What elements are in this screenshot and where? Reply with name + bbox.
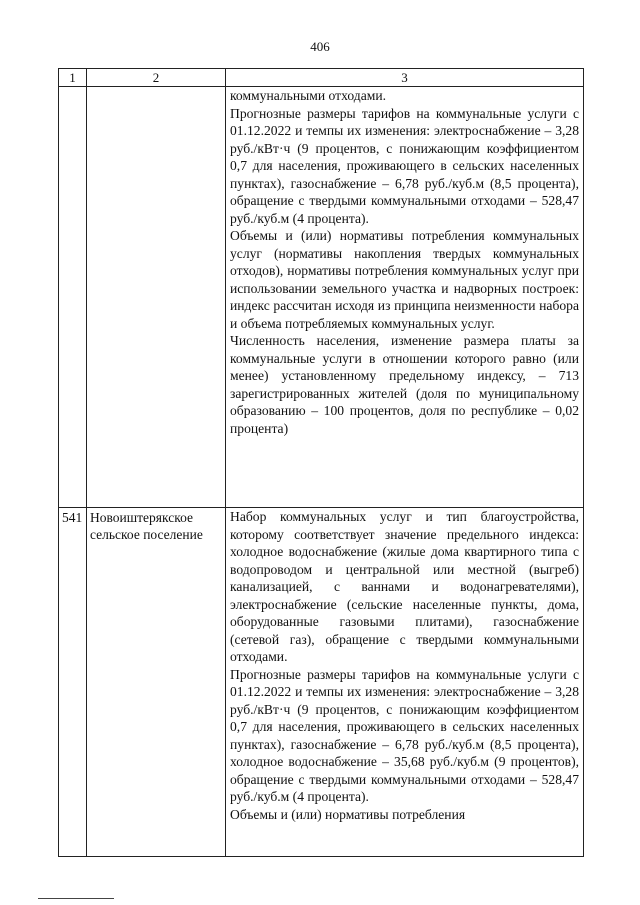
- settlement-name: [87, 87, 226, 508]
- column-header-1: 1: [59, 69, 87, 87]
- footnote-divider: [38, 898, 114, 899]
- table-header-row: [59, 69, 584, 87]
- table-row: [59, 508, 584, 857]
- row-number: 541: [59, 508, 87, 857]
- column-header-3: 3: [226, 69, 584, 87]
- document-table: [58, 68, 584, 857]
- description-paragraph: Набор коммунальных услуг и тип благоустройства, которому соответствует значение предельного индекса: холодное водоснабжение (жилые дома квартирного типа с водопроводом и центральной или местной (выгреб) канализацией, с ваннами и водонагревателями), электроснабжение (сельские населенные пункты, дома, оборудованные газовыми плитами), газоснабжение (сетевой газ), обращение с твердыми коммунальными отходами.: [230, 509, 579, 664]
- description-paragraph: коммунальными отходами.: [230, 88, 387, 103]
- column-header-2: 2: [87, 69, 226, 87]
- description-paragraph: Объемы и (или) нормативы потребления коммунальных услуг (нормативы накопления твердых коммунальных отходов), нормативы потребления коммунальных услуг при использовании земельного участка и надворных построек: индекс рассчитан исходя из принципа неизменности набора и объема потребляемых коммунальных услуг.: [230, 228, 579, 331]
- description-cell: [226, 508, 584, 857]
- page-number: 406: [310, 39, 330, 54]
- description-paragraph: Объемы и (или) нормативы потребления: [230, 806, 466, 822]
- settlement-name: Новоиштерякское сельское поселение: [87, 508, 226, 857]
- table-row: [59, 87, 584, 508]
- description-paragraph: Численность населения, изменение размера платы за коммунальные услуги в отношении которого равно (или менее) установленному предельному индексу, – 713 зарегистрированных жителей (доля по муниципальному образованию – 100 процентов, доля по республике – 0,02 процента): [230, 333, 579, 436]
- description-paragraph: Прогнозные размеры тарифов на коммунальные услуги с 01.12.2022 и темпы их изменения: электроснабжение – 3,28 руб./кВт·ч (9 процентов, с понижающим коэффициентом 0,7 для населения, проживающего в сельских населенных пунктах), газоснабжение – 6,78 руб./куб.м (8,5 процента), холодное водоснабжение – 35,68 руб./куб.м (9 процентов), обращение с твердыми коммунальными отходами – 528,47 руб./куб.м (4 процента).: [230, 666, 579, 804]
- description-paragraph: Прогнозные размеры тарифов на коммунальные услуги с 01.12.2022 и темпы их изменения: электроснабжение – 3,28 руб./кВт·ч (9 процентов, с понижающим коэффициентом 0,7 для населения, проживающего в сельских населенных пунктах), газоснабжение – 6,78 руб./куб.м (8,5 процента), обращение с твердыми коммунальными отходами – 528,47 руб./куб.м (4 процента).: [230, 105, 579, 226]
- description-cell: [226, 87, 584, 508]
- row-number: [59, 87, 87, 508]
